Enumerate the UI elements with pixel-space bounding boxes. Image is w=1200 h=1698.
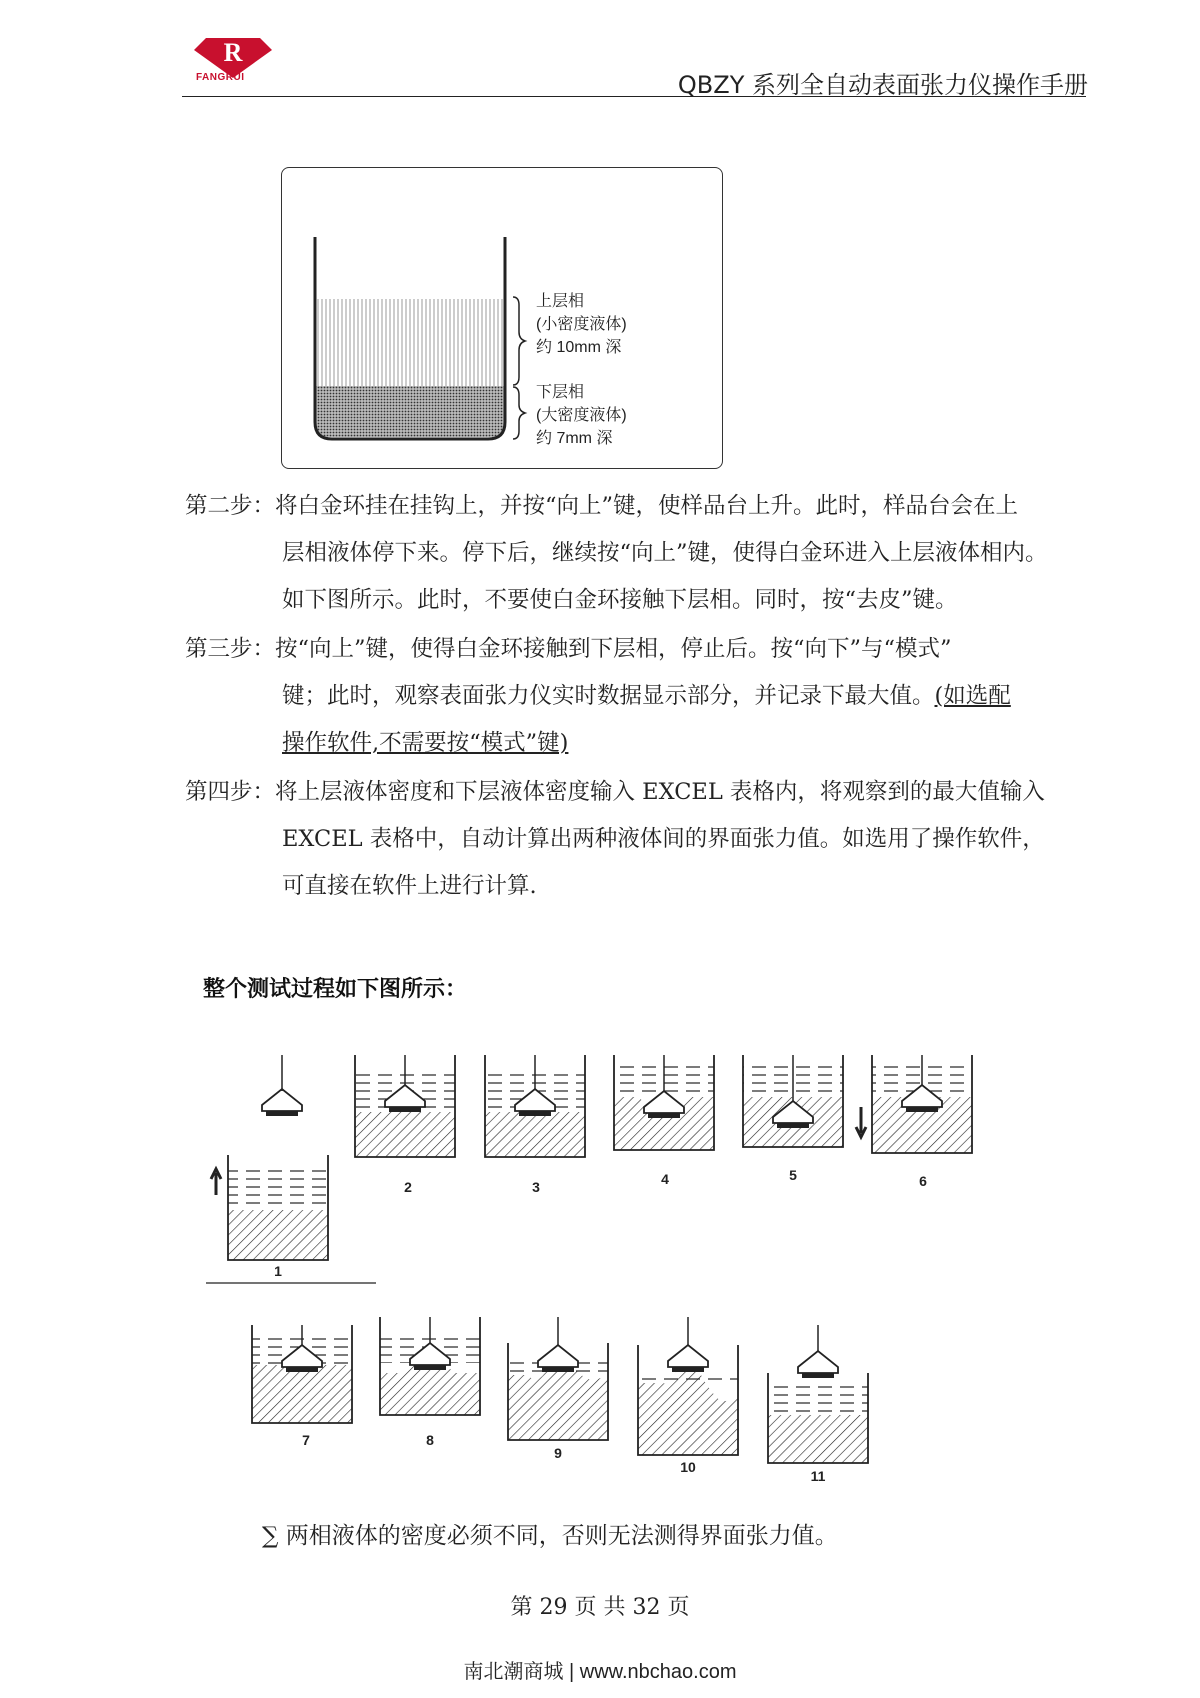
stage-11	[768, 1325, 868, 1463]
header-title: QBZY 系列全自动表面张力仪操作手册	[677, 71, 1088, 99]
step2-line3: 如下图所示。此时，不要使白金环接触下层相。同时，按“去皮”键。	[282, 587, 958, 613]
stage-label-9: 9	[554, 1445, 562, 1461]
lower-phase-name: 下层相	[536, 384, 585, 401]
stage-1	[206, 1055, 376, 1283]
stage-label-5: 5	[789, 1167, 797, 1183]
upper-phase	[315, 299, 505, 386]
upper-phase-name: 上层相	[536, 293, 585, 310]
stage-label-7: 7	[302, 1432, 310, 1448]
step4-line3: 可直接在软件上进行计算.	[282, 873, 537, 899]
stage-label-1: 1	[274, 1263, 282, 1279]
stage-10	[638, 1317, 738, 1455]
stage-7	[252, 1325, 352, 1423]
process-heading: 整个测试过程如下图所示：	[203, 976, 468, 1002]
upper-phase-desc: (小密度液体)	[536, 316, 627, 333]
footer-watermark: 南北潮商城 | www.nbchao.com	[463, 1661, 737, 1683]
step3-line2-text: 键；此时，观察表面张力仪实时数据显示部分，并记录下最大值。	[282, 683, 935, 709]
upper-phase-depth: 约 10mm 深	[536, 339, 622, 356]
stage-label-4: 4	[661, 1171, 669, 1187]
upper-brace	[513, 297, 525, 385]
step2-line1: 第二步：将白金环挂在挂钩上，并按“向上”键，使样品台上升。此时，样品台会在上	[185, 493, 1019, 519]
stage-label-6: 6	[919, 1173, 927, 1189]
page-number: 第 29 页 共 32 页	[510, 1595, 690, 1620]
svg-text:R: R	[223, 38, 243, 67]
beaker-diagram	[281, 167, 721, 467]
stage-5	[743, 1055, 843, 1147]
stage-label-11: 11	[810, 1468, 826, 1484]
lower-phase-depth: 约 7mm 深	[536, 430, 613, 447]
step4-line1: 第四步：将上层液体密度和下层液体密度输入 EXCEL 表格内，将观察到的最大值输入	[185, 779, 1045, 805]
stage-label-3: 3	[532, 1179, 540, 1195]
lower-phase-desc: (大密度液体)	[536, 407, 627, 424]
stage-4	[614, 1055, 714, 1150]
stage-8	[380, 1317, 480, 1415]
stage-9	[508, 1317, 608, 1440]
stage-label-10: 10	[680, 1459, 696, 1475]
step4-line2: EXCEL 表格中，自动计算出两种液体间的界面张力值。如选用了操作软件，	[282, 826, 1045, 852]
stage-3	[485, 1055, 585, 1157]
logo-text: FANGRUI	[196, 72, 245, 83]
step2-line2: 层相液体停下来。停下后，继续按“向上”键，使得白金环进入上层液体相内。	[282, 540, 1048, 566]
step3-line1: 第三步：按“向上”键，使得白金环接触到下层相，停止后。按“向下”与“模式”	[185, 636, 952, 662]
step3-line2	[282, 673, 1011, 720]
stage-2	[355, 1055, 455, 1157]
stage-label-2: 2	[404, 1179, 412, 1195]
stage-6	[856, 1055, 972, 1153]
header-divider	[182, 96, 1086, 97]
density-note: ∑ 两相液体的密度必须不同，否则无法测得界面张力值。	[262, 1523, 838, 1549]
step3-software-note: (如选配	[934, 683, 1011, 709]
stage-label-8: 8	[426, 1432, 434, 1448]
process-stages-figure	[200, 1055, 1000, 1495]
lower-phase	[315, 386, 505, 437]
lower-brace	[513, 387, 525, 439]
step3-line3: 操作软件,不需要按“模式”键)	[282, 730, 569, 756]
